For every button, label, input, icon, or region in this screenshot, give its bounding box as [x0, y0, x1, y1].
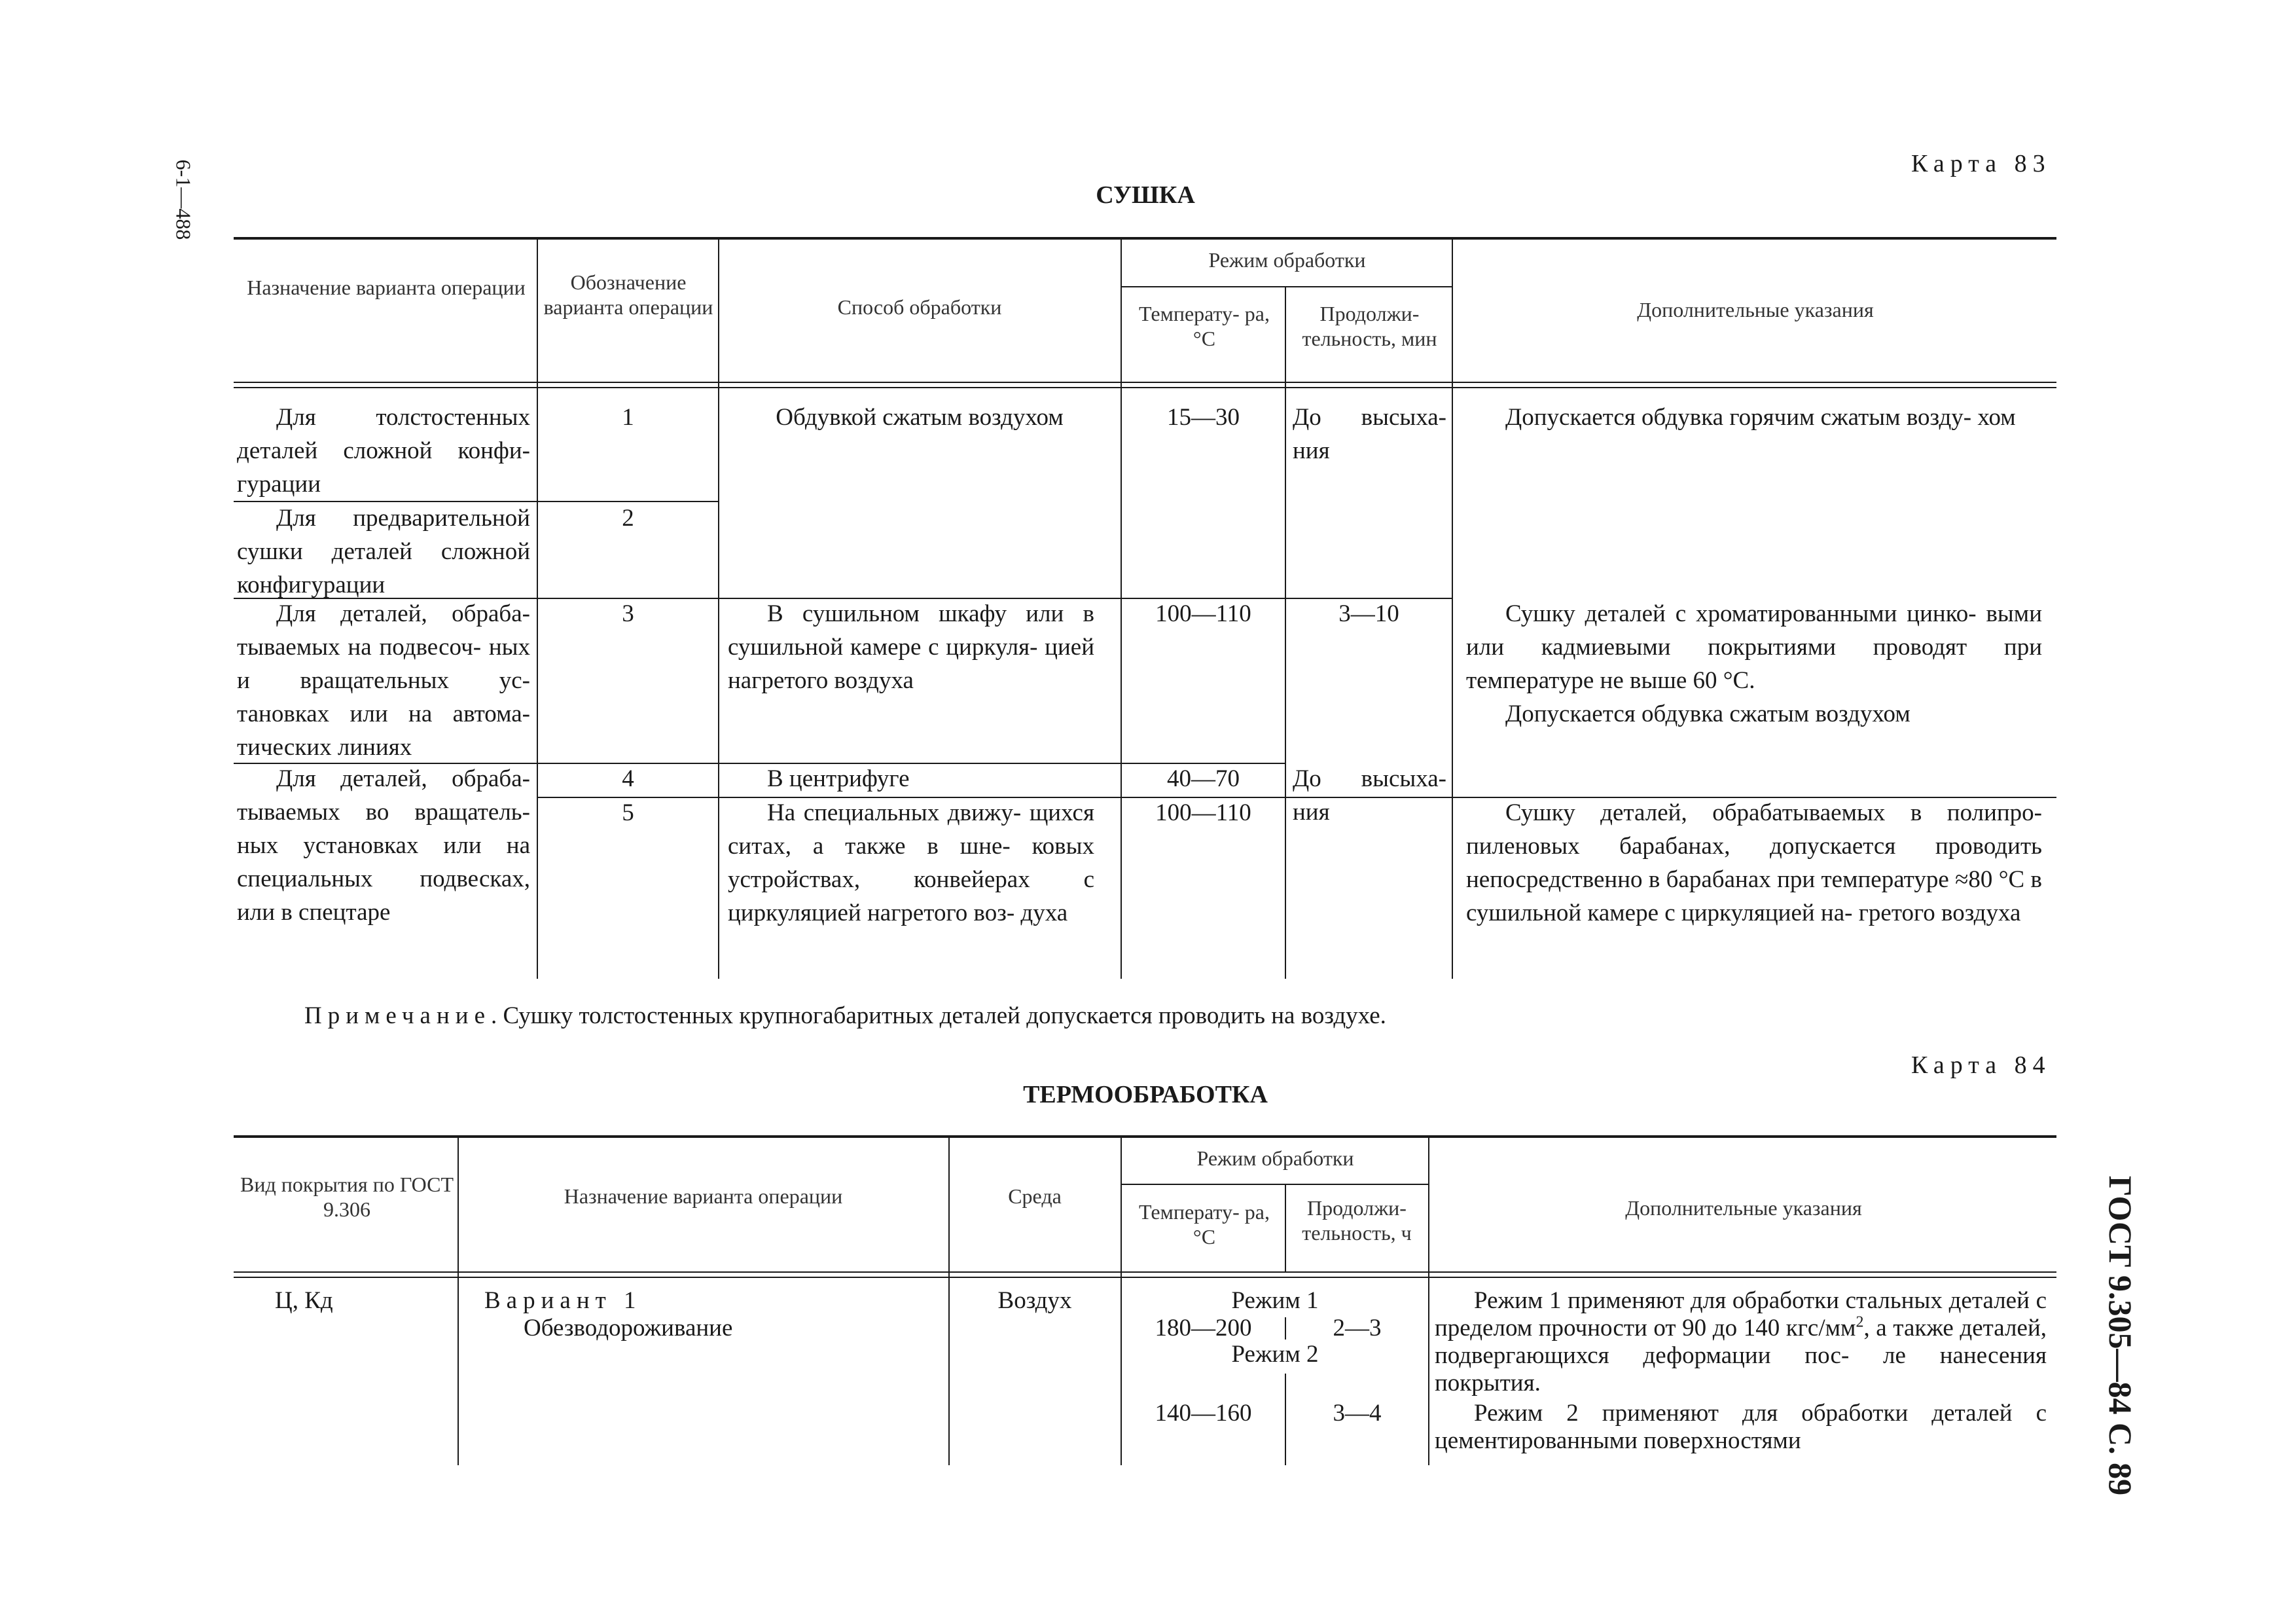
- table2-col-rule-5: [1428, 1135, 1429, 1465]
- gost-page-code: ГОСТ 9.305—84 С. 89: [2102, 1175, 2139, 1496]
- mode1-temp: 180—200: [1155, 1315, 1252, 1341]
- row1-number: 1: [622, 404, 634, 431]
- t2-header-duration: Продолжи- тельность, ч: [1302, 1196, 1412, 1245]
- row1-notes: Допускается обдувка горячим сжатым возду- хом: [1505, 404, 2016, 431]
- card-83-title: СУШКА: [1096, 181, 1195, 209]
- t2-header-medium: Среда: [1008, 1184, 1062, 1208]
- t2-header-purpose: Назначение варианта операции: [564, 1184, 843, 1208]
- row4-temp: 40—70: [1167, 765, 1240, 792]
- row5-temp: 100—110: [1155, 799, 1251, 826]
- header-notes: Дополнительные указания: [1637, 298, 1874, 321]
- t2-header-notes: Дополнительные указания: [1625, 1196, 1862, 1220]
- table2-col-rule-2: [948, 1135, 950, 1465]
- header-duration: Продолжи- тельность, мин: [1302, 302, 1437, 350]
- mode2-temp: 140—160: [1155, 1400, 1252, 1427]
- row1-temp: 15—30: [1167, 404, 1240, 431]
- row5-method: На специальных движу- щихся ситах, а также в шне- ковых устройствах, конвейерах с циркуляцией нагретого воз- духа: [728, 799, 1094, 926]
- note-label: Примечание: [304, 1002, 491, 1029]
- card-84-label: Карта 84: [1911, 1051, 2051, 1079]
- col-rule-2: [718, 237, 719, 979]
- table2-header-rule-2: [234, 1277, 2056, 1278]
- row3-number: 3: [622, 600, 634, 627]
- t2-notes-2: Режим 2 применяют для обработки деталей с цементированными поверхностями: [1435, 1400, 2047, 1454]
- row3-method: В сушильном шкафу или в сушильной камере с циркуля- цией нагретого воздуха: [728, 600, 1094, 694]
- row3-notes-2: Допускается обдувка сжатым воздухом: [1505, 701, 1910, 727]
- mode2-duration: 3—4: [1333, 1400, 1382, 1427]
- header-temp: Температу- ра, °С: [1139, 302, 1270, 350]
- card-83-note: [304, 1002, 1386, 1030]
- header-double-rule-2: [234, 387, 2056, 388]
- table2-header-rule-1: [234, 1271, 2056, 1273]
- header-double-rule-1: [234, 382, 2056, 383]
- row4-duration: До высыха- ния: [1293, 765, 1446, 826]
- card-83-label: Карта 83: [1911, 150, 2051, 177]
- table-top-rule: [234, 237, 2056, 240]
- row1-method: Обдувкой сжатым воздухом: [776, 404, 1064, 431]
- unit-superscript: 2: [1856, 1313, 1864, 1331]
- row2-purpose: Для предварительной сушки деталей сложной конфигурации: [237, 505, 530, 598]
- table2-col-rule-4: [1285, 1184, 1286, 1271]
- mode2-label: Режим 2: [1231, 1341, 1319, 1368]
- header-method: Способ обработки: [837, 295, 1002, 319]
- row3-purpose: Для деталей, обраба- тываемых на подвесоч- ных и вращательных ус- тановках или на автома- тических линиях: [237, 600, 530, 761]
- header-purpose: Назначение варианта операции: [247, 276, 526, 299]
- mode-header-rule: [1121, 286, 1453, 287]
- row3-duration: 3—10: [1338, 600, 1399, 627]
- t2-header-temp: Температу- ра, °С: [1139, 1200, 1270, 1249]
- t2-header-coating: Вид покрытия по ГОСТ 9.306: [240, 1173, 454, 1221]
- header-mode: Режим обработки: [1208, 248, 1366, 272]
- side-page-code: 6-1—488: [171, 159, 196, 240]
- row1-duration: До высыха- ния: [1293, 404, 1446, 464]
- table2-col-rule-1: [457, 1135, 459, 1465]
- card-84-title: ТЕРМООБРАБОТКА: [1023, 1081, 1268, 1108]
- row2-number: 2: [622, 505, 634, 532]
- col-rule-5: [1452, 237, 1453, 979]
- t2-coating: Ц, Кд: [275, 1287, 333, 1314]
- row3-notes-1: Сушку деталей с хроматированными цинко- выми или кадмиевыми покрытиями проводят при температуре не выше 60 °С.: [1466, 600, 2042, 694]
- mode1-label: Режим 1: [1231, 1287, 1319, 1314]
- header-designation: Обозначение варианта операции: [543, 270, 713, 319]
- row3-temp: 100—110: [1155, 600, 1251, 627]
- t2-header-mode: Режим обработки: [1196, 1146, 1354, 1170]
- mode1-duration: 2—3: [1333, 1315, 1382, 1341]
- row4-purpose: Для деталей, обраба- тываемых во вращатель- ных установках или на специальных подвесках, или в спецтаре: [237, 765, 530, 926]
- row5-number: 5: [622, 799, 634, 826]
- t2-medium: Воздух: [997, 1287, 1072, 1314]
- note-text: . Сушку толстостенных крупногабаритных деталей допускается проводить на воздухе.: [491, 1002, 1386, 1029]
- row4-method: В центрифуге: [767, 765, 910, 792]
- row5-notes: Сушку деталей, обрабатываемых в полипро- пиленовых барабанах, допускается проводить непосредственно в барабанах при температуре ≈80 °С в сушильной камере с циркуляцией на- гретого воздуха: [1466, 799, 2042, 926]
- t2-purpose: Обезводороживание: [524, 1315, 733, 1341]
- t2-notes-1: Режим 1 применяют для обработки стальных деталей с пределом прочности от 90 до 140 кгс/$мм^2$, а также деталей, подвергающихся деформации пос- ле нанесения покрытия.: [1435, 1287, 2047, 1396]
- row4-number: 4: [622, 765, 634, 792]
- t2-variant: Вариант 1: [484, 1287, 642, 1314]
- col-rule-4: [1285, 286, 1286, 979]
- table2-mode-rule: [1121, 1184, 1429, 1185]
- row1-purpose: Для толстостенных деталей сложной конфи- гурации: [237, 404, 530, 498]
- table2-top-rule: [234, 1135, 2056, 1138]
